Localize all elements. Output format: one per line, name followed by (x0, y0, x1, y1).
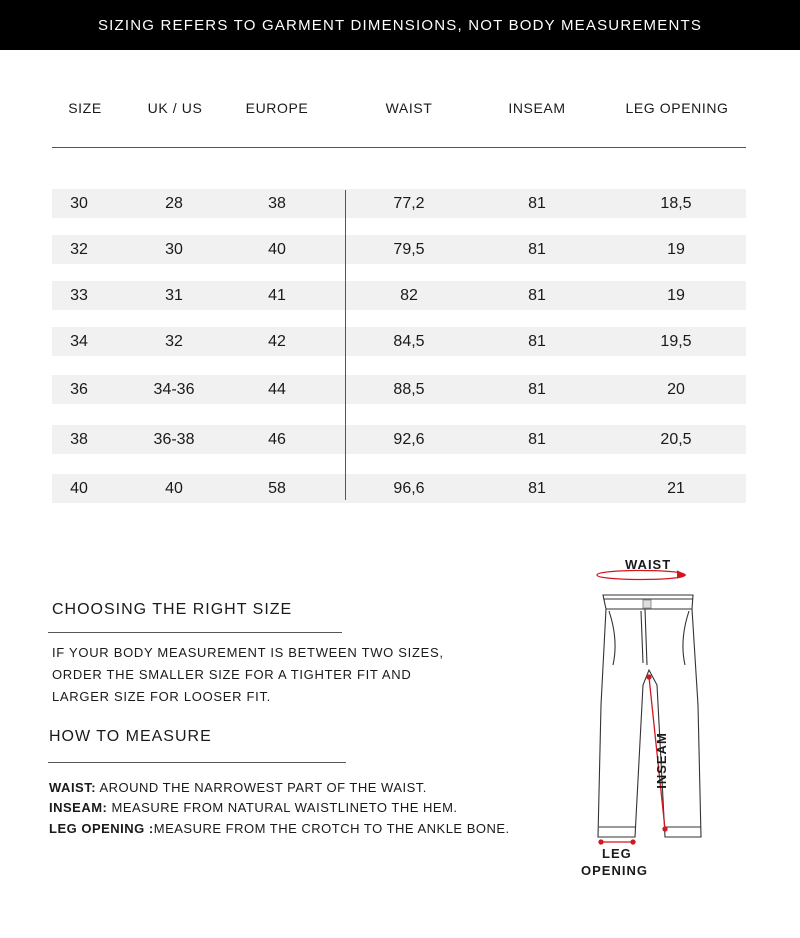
cell-size: 32 (70, 241, 88, 258)
header-uk-us: UK / US (147, 100, 203, 116)
waist-arrow (597, 571, 685, 580)
cell-leg-opening: 21 (667, 480, 685, 497)
measure-leg-desc: MEASURE FROM THE CROTCH TO THE ANKLE BONE. (153, 821, 510, 836)
how-to-divider (48, 762, 346, 763)
figure-inseam-label: INSEAM (653, 732, 669, 789)
choosing-divider (48, 632, 342, 633)
cell-uk-us: 32 (165, 333, 183, 350)
measure-waist-desc: AROUND THE NARROWEST PART OF THE WAIST. (96, 780, 427, 795)
cell-leg-opening: 19 (667, 287, 685, 304)
cell-europe: 40 (268, 241, 286, 258)
cell-inseam: 81 (528, 431, 546, 448)
cell-europe: 46 (268, 431, 286, 448)
measure-leg-term: LEG OPENING : (49, 821, 154, 836)
cell-uk-us: 30 (165, 241, 183, 258)
header-divider (52, 147, 746, 148)
measure-inseam (49, 797, 458, 819)
measure-waist-term: WAIST: (49, 780, 97, 795)
cell-inseam: 81 (528, 381, 546, 398)
cell-size: 33 (70, 287, 88, 304)
cell-inseam: 81 (528, 333, 546, 350)
measure-waist (49, 777, 427, 799)
header-size: SIZE (68, 100, 102, 116)
header-inseam: INSEAM (508, 100, 566, 116)
choosing-line-2: ORDER THE SMALLER SIZE FOR A TIGHTER FIT AND (52, 667, 412, 682)
figure-leg-label: LEG (602, 846, 632, 861)
cell-inseam: 81 (528, 287, 546, 304)
cell-leg-opening: 19,5 (660, 333, 692, 350)
choosing-title: CHOOSING THE RIGHT SIZE (52, 601, 293, 618)
cell-europe: 44 (268, 381, 286, 398)
figure-waist-label: WAIST (625, 557, 672, 572)
measure-inseam-term: INSEAM: (49, 800, 108, 815)
header-leg-opening: LEG OPENING (625, 100, 729, 116)
table-row (52, 281, 746, 310)
cell-waist: 77,2 (393, 195, 425, 212)
how-to-title: HOW TO MEASURE (49, 728, 212, 745)
choosing-line-1: IF YOUR BODY MEASUREMENT IS BETWEEN TWO SIZES, (52, 645, 444, 660)
cell-uk-us: 40 (165, 480, 183, 497)
cell-europe: 41 (268, 287, 286, 304)
leg-opening-marker (599, 840, 635, 844)
cell-leg-opening: 19 (667, 241, 685, 258)
choosing-line-3: LARGER SIZE FOR LOOSER FIT. (52, 689, 271, 704)
header-europe: EUROPE (245, 100, 309, 116)
cell-waist: 82 (400, 287, 418, 304)
cell-size: 40 (70, 480, 88, 497)
measure-leg-opening (49, 818, 510, 840)
cell-waist: 96,6 (393, 480, 425, 497)
cell-size: 38 (70, 431, 88, 448)
figure-opening-label: OPENING (581, 863, 648, 878)
cell-uk-us: 28 (165, 195, 183, 212)
cell-leg-opening: 20,5 (660, 431, 692, 448)
cell-leg-opening: 18,5 (660, 195, 692, 212)
cell-size: 30 (70, 195, 88, 212)
size-guide-banner: SIZING REFERS TO GARMENT DIMENSIONS, NOT BODY MEASUREMENTS (0, 0, 800, 50)
cell-uk-us: 31 (165, 287, 183, 304)
cell-waist: 88,5 (393, 381, 425, 398)
cell-uk-us: 36-38 (153, 431, 195, 448)
cell-europe: 38 (268, 195, 286, 212)
cell-uk-us: 34-36 (153, 381, 195, 398)
trousers-illustration (585, 565, 705, 845)
cell-inseam: 81 (528, 480, 546, 497)
measure-inseam-desc: MEASURE FROM NATURAL WAISTLINETO THE HEM. (107, 800, 458, 815)
cell-europe: 42 (268, 333, 286, 350)
cell-size: 36 (70, 381, 88, 398)
cell-inseam: 81 (528, 195, 546, 212)
cell-waist: 84,5 (393, 333, 425, 350)
trousers-outline (598, 595, 701, 837)
cell-leg-opening: 20 (667, 381, 685, 398)
cell-inseam: 81 (528, 241, 546, 258)
cell-europe: 58 (268, 480, 286, 497)
column-divider (345, 190, 346, 500)
cell-size: 34 (70, 333, 88, 350)
cell-waist: 92,6 (393, 431, 425, 448)
cell-waist: 79,5 (393, 241, 425, 258)
header-waist: WAIST (385, 100, 433, 116)
